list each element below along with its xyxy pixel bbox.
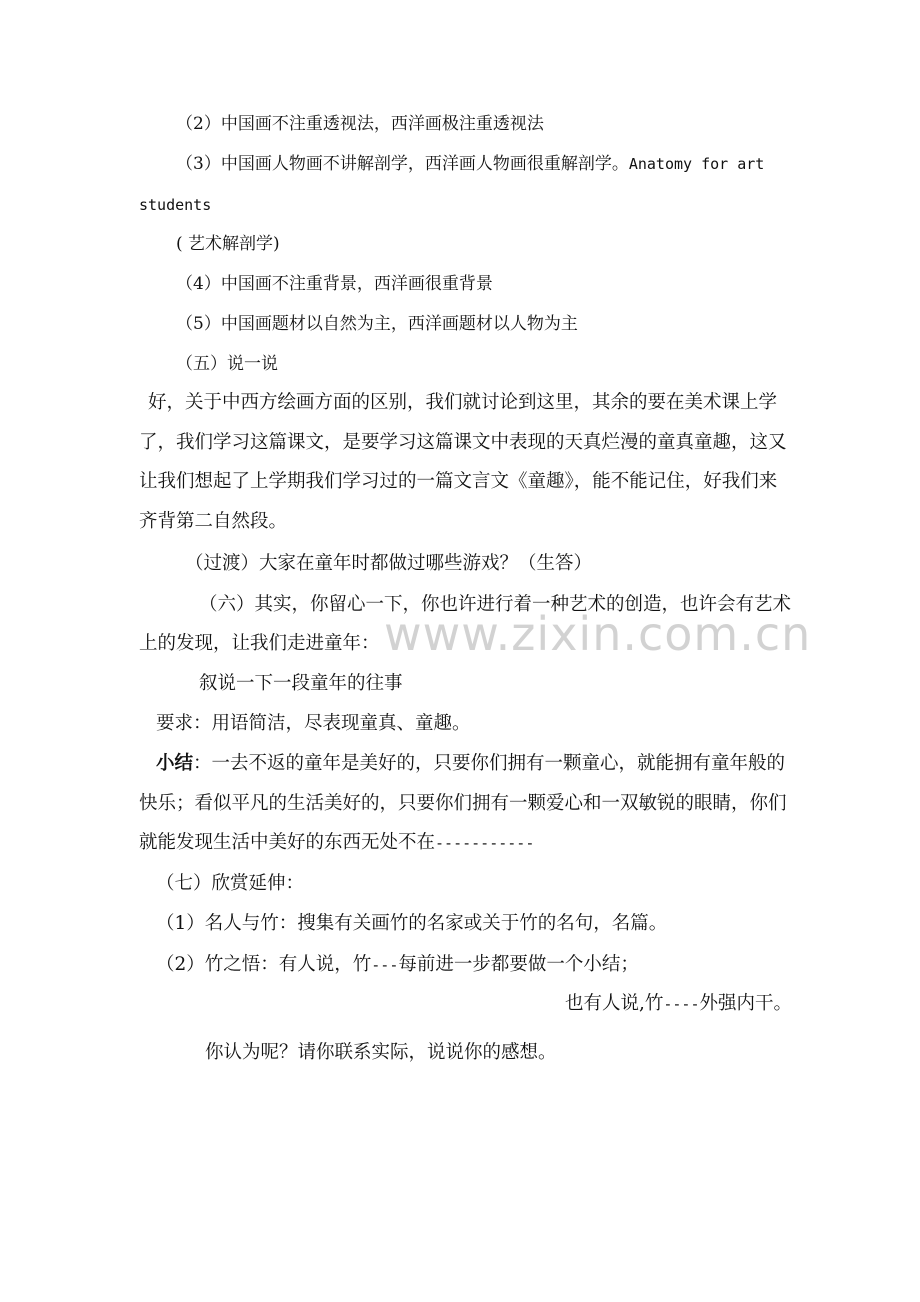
paragraph-1-line-3: 让我们想起了上学期我们学习过的一篇文言文《童趣》，能不能记住，好我们来 — [139, 471, 778, 492]
point-2-perspective: （2）中国画不注重透视法，西洋画极注重透视法 — [176, 114, 544, 134]
summary-label: 小结 — [156, 753, 194, 774]
point-3-english-text: Anatomy for art — [628, 155, 765, 173]
art-anatomy-gloss: ( 艺术解剖学) — [176, 234, 280, 254]
item-2-cont-text-a: 也有人说,竹 — [564, 993, 664, 1014]
point-4-background: （4）中国画不注重背景，西洋画很重背景 — [176, 274, 493, 294]
transition-question: （过渡）大家在童年时都做过哪些游戏？（生答） — [185, 553, 593, 574]
paragraph-1-line-1: 好，关于中西方绘画方面的区别，我们就讨论到这里，其余的要在美术课上学 — [148, 392, 778, 413]
paragraph-1-line-2: 了，我们学习这篇课文，是要学习这篇课文中表现的天真烂漫的童真童趣，这又 — [139, 432, 787, 453]
summary-line-1 — [156, 754, 785, 774]
section-7-item-2-continued — [565, 994, 792, 1014]
watermark-text: www.zixin.com.cn — [384, 607, 812, 661]
item-2-text-b: 每前进一步都要做一个小结； — [398, 954, 639, 975]
item-2-text-a: （2）竹之悟：有人说，竹 — [156, 954, 372, 975]
item-2-dashes: --- — [371, 956, 399, 974]
summary-dashes: ----------- — [435, 834, 535, 852]
item-2-cont-dashes: ---- — [663, 995, 700, 1013]
section-7-item-1: （1）名人与竹：搜集有关画竹的名家或关于竹的名句，名篇。 — [156, 913, 668, 934]
point-3-anatomy — [176, 154, 764, 174]
point-5-subject: （5）中国画题材以自然为主，西洋画题材以人物为主 — [176, 314, 578, 334]
paragraph-2-line-2: 上的发现，让我们走进童年： — [139, 633, 380, 654]
requirement-text: 要求：用语简洁，尽表现童真、童趣。 — [156, 713, 471, 734]
point-3-english-continued: students — [139, 196, 212, 214]
paragraph-1-line-4: 齐背第二自然段。 — [139, 511, 288, 532]
item-2-cont-text-b: 外强内干。 — [699, 993, 792, 1014]
narrate-instruction: 叙说一下一段童年的往事 — [199, 673, 403, 694]
section-7-heading: （七）欣赏延伸： — [156, 873, 305, 894]
summary-text-1: ：一去不返的童年是美好的，只要你们拥有一颗童心，就能拥有童年般的 — [193, 753, 786, 774]
paragraph-2-line-1: （六）其实，你留心一下，你也许进行着一种艺术的创造，也许会有艺术 — [199, 594, 792, 615]
summary-line-3 — [139, 833, 534, 853]
section-7-item-2 — [156, 955, 639, 975]
summary-line-2: 快乐；看似平凡的生活美好的，只要你们拥有一颗爱心和一双敏锐的眼睛，你们 — [139, 793, 787, 814]
reflection-prompt: 你认为呢？请你联系实际，说说你的感想。 — [205, 1042, 557, 1063]
point-3-chinese-text: （3）中国画人物画不讲解剖学，西洋画人物画很重解剖学。 — [176, 154, 629, 174]
summary-text-3: 就能发现生活中美好的东西无处不在 — [139, 832, 436, 853]
section-5-heading: （五）说一说 — [176, 354, 278, 374]
